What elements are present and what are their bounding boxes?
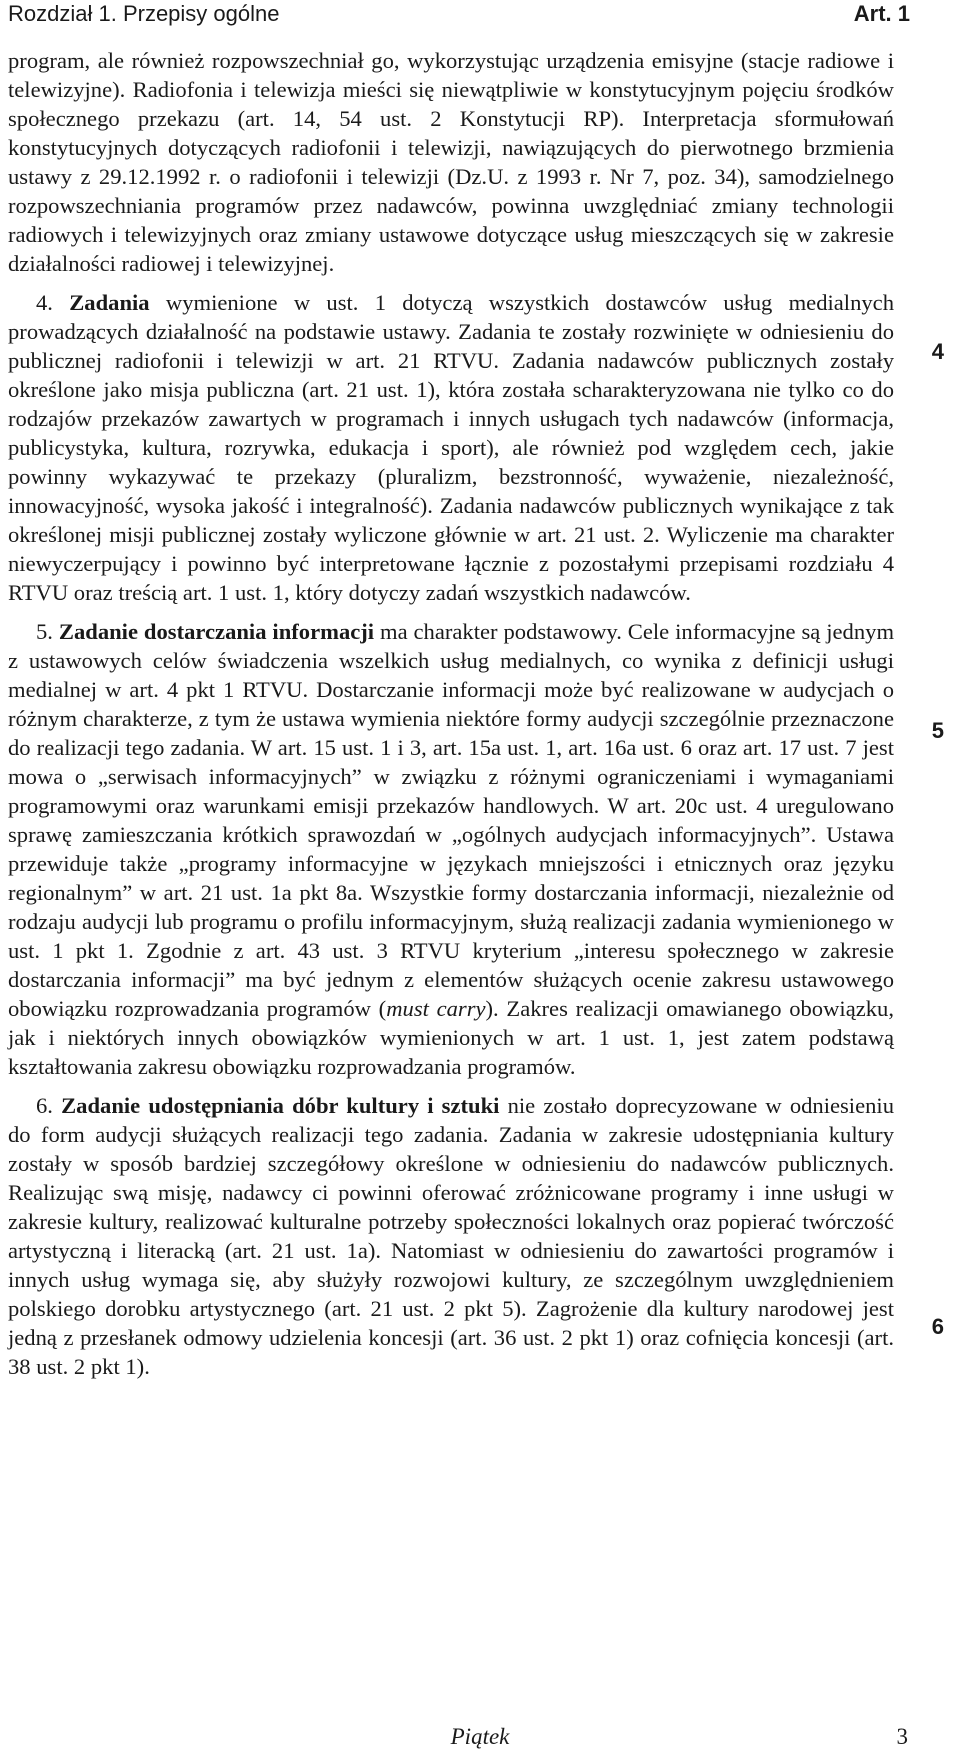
- paragraph-text: wymienione w ust. 1 dotyczą wszystkich dostawców usług medialnych prowadzących działalność na podstawie ustawy. Zadania te zostały rozwinięte w odniesieniu do publicznej radiofonii i telewizji w art. 21 RTVU. Zadania nadawców publicznych zostały określone jako misja publiczna (art. 21 ust. 1), która została scharakteryzowana nie tylko co do rodzajów przekazów zawartych w programach i innych usługach tych nadawców (informacja, publicystyka, kultura, rozrywka, edukacja i sport), ale również pod względem cech, jakie powinny wykazywać te przekazy (pluralizm, bezstronność, wyważenie, niezależność, innowacyjność, wysoka jakość i integralność). Zadania nadawców publicznych wynikające z tak określonej misji publicznej zostały wyliczone głównie w art. 21 ust. 2. Wyliczenie ma charakter niewyczerpujący i powinno być interpretowane łącznie z pozostałymi przepisami rozdziału 4 RTVU oraz treścią art. 1 ust. 1, który dotyczy zadań wszystkich nadawców.: [8, 290, 894, 605]
- margin-number-4: 4: [931, 339, 944, 364]
- running-header-article: Art. 1: [853, 1, 910, 26]
- paragraph-text: ). Zakres realizacji omawianego obowiązku, jak i niektórych innych obowiązków wymienionych w art. 1 ust. 1, jest zatem podstawą kształtowania zakresu obowiązku rozprowadzania programów.: [8, 996, 894, 1079]
- paragraph-text: nie zostało doprecyzowane w odniesieniu do form audycji służących realizacji tego zadania. Zadania w zakresie udostępniania kultury zostały w sposób bardziej szczegółowy określone w odniesieniu do nadawców publicznych. Realizując swą misję, nadawcy ci powinni oferować zróżnicowane programy i inne usługi w zakresie kultury, realizować kulturalne potrzeby społeczności lokalnych oraz popierać twórczość artystyczną i literacką (art. 21 ust. 1a). Natomiast w odniesieniu do zawartości programów i innych usług wymaga się, aby służyły rozwojowi kultury, ze szczególnym uwzględnieniem polskiego dorobku artystycznego (art. 21 ust. 2 pkt 5). Zagrożenie dla kultury narodowej jest jedną z przesłanek odmowy udzielenia koncesji (art. 36 ust. 2 pkt 1) oraz cofnięcia koncesji (art. 38 ust. 2 pkt 1).: [8, 1093, 894, 1379]
- margin-number-6: 6: [931, 1314, 944, 1339]
- paragraph-6: [8, 1091, 894, 1381]
- paragraph-keyword: Zadanie udostępniania dóbr kultury i sztuki: [61, 1093, 500, 1118]
- main-text: [8, 46, 894, 1381]
- paragraph-number: 6.: [36, 1093, 53, 1118]
- paragraph-number: 5.: [36, 619, 53, 644]
- paragraph-number: 4.: [36, 290, 53, 315]
- margin-number-5: 5: [931, 718, 944, 743]
- footer-author: Piątek: [450, 1724, 510, 1749]
- paragraph-text: ma charakter podstawowy. Cele informacyjne są jednym z ustawowych celów świadczenia wszelkich usług medialnych, co wynika z definicji usługi medialnej w art. 4 pkt 1 RTVU. Dostarczanie informacji może być realizowane w audycjach o różnym charakterze, z tym że ustawa wymienia niektóre formy audycji szczególnie przeznaczone do realizacji tego zadania. W art. 15 ust. 1 i 3, art. 15a ust. 1, art. 16a ust. 6 oraz art. 17 ust. 7 jest mowa o „serwisach informacyjnych” w związku z różnymi ograniczeniami i wymaganiami programowymi oraz warunkami emisji przekazów handlowych. W art. 20c ust. 4 uregulowano sprawę zamieszczania krótkich sprawozdań w „ogólnych audycjach informacyjnych”. Ustawa przewiduje także „programy informacyjne w językach mniejszości i etnicznych oraz języku regionalnym” w art. 21 ust. 1a pkt 8a. Wszystkie formy dostarczania informacji, niezależnie od rodzaju audycji lub programu o profilu informacyjnym, służą realizacji zadania wymienionego w ust. 1 pkt 1. Zgodnie z art. 43 ust. 3 RTVU kryterium „interesu społecznego w zakresie dostarczania informacji” ma być jednym z elementów służących ocenie zakresu ustawowego obowiązku rozprowadzania programów (: [8, 619, 895, 1021]
- paragraph-5: [8, 617, 894, 1081]
- paragraph-keyword: Zadanie dostarczania informacji: [58, 619, 375, 644]
- paragraph-continuation: program, ale również rozpowszechniał go, wykorzystując urządzenia emisyjne (stacje radiowe i telewizyjne). Radiofonia i telewizja mieści się niewątpliwie w konstytucyjnym pojęciu środków społecznego przekazu (art. 14, 54 ust. 2 Konstytucji RP). Interpretacja sformułowań konstytucyjnych dotyczących radiofonii i telewizji, nawiązujących do pierwotnego brzmienia ustawy z 29.12.1992 r. o radiofonii i telewizji (Dz.U. z 1993 r. Nr 7, poz. 34), samodzielnego rozpowszechniania programów przez nadawców, powinna uwzględniać zmiany technologii radiowych i telewizyjnych oraz zmiany ustawowe dotyczące usług mieszczących się w zakresie działalności radiowej i telewizyjnej.: [8, 48, 894, 276]
- running-header-chapter: Rozdział 1. Przepisy ogólne: [8, 1, 280, 26]
- paragraph-keyword: Zadania: [69, 290, 150, 315]
- paragraph-4: [8, 288, 894, 607]
- page-number: 3: [896, 1724, 908, 1749]
- paragraph-italic-term: must carry: [386, 996, 486, 1021]
